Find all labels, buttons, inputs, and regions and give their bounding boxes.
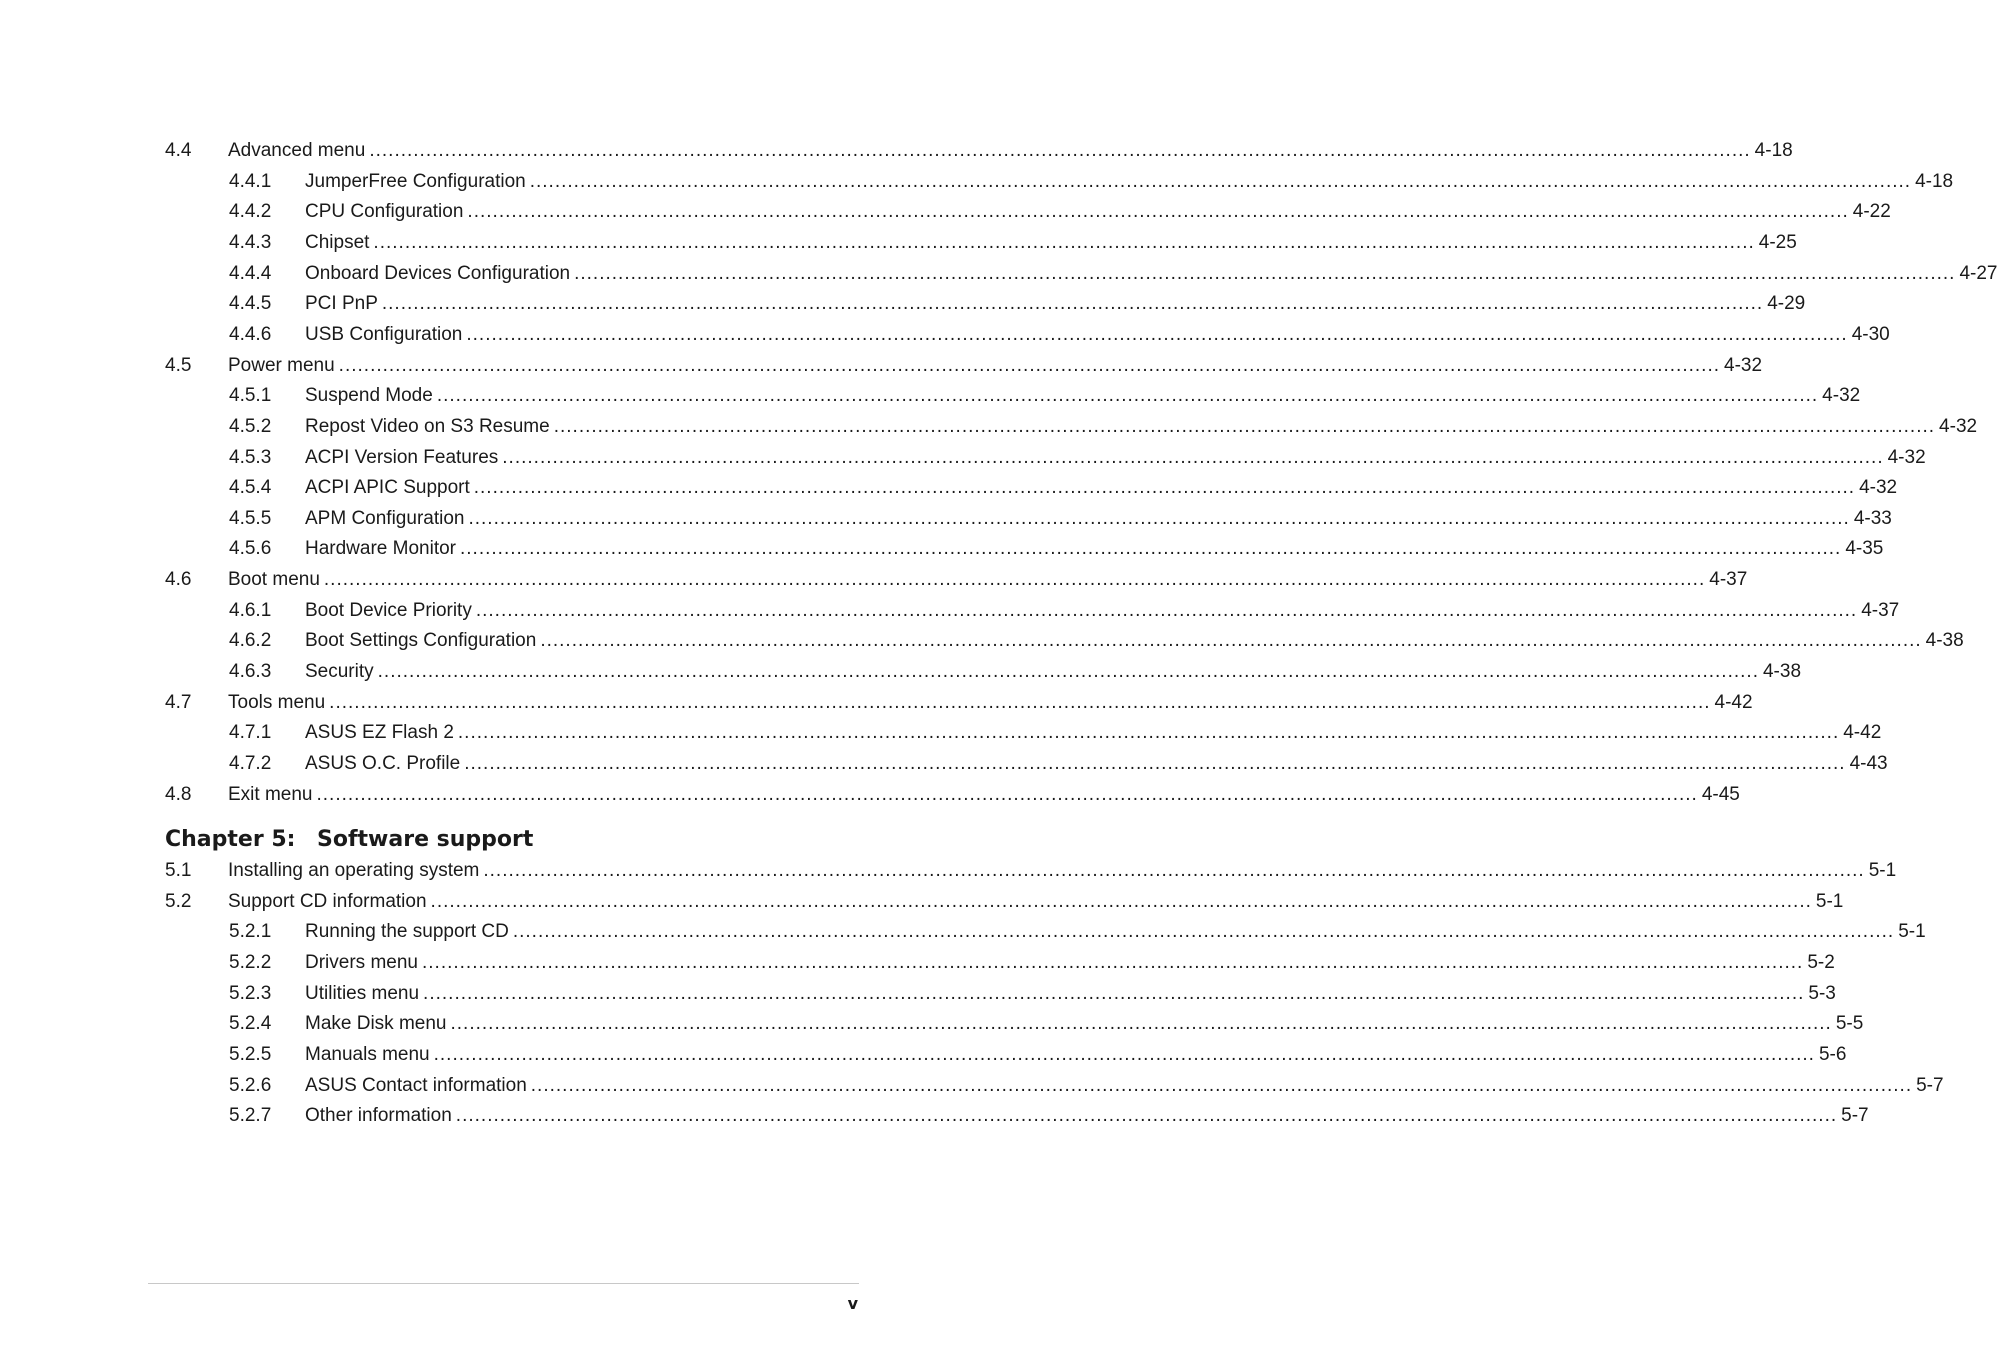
toc-entry[interactable] (229, 1071, 1944, 1101)
toc-entry-number: 4.4.1 (229, 170, 272, 192)
dot-leader: ............................................................................................................................................................................................................................ (540, 630, 1922, 652)
dot-leader: ............................................................................................................................................................................................................................ (323, 569, 1706, 591)
toc-entry-title: ACPI Version Features (305, 446, 499, 468)
dot-leader: ............................................................................................................................................................................................................................ (464, 753, 1846, 774)
toc-entry-title: Other information (305, 1105, 452, 1127)
toc-entry-number: 4.5.4 (229, 477, 272, 499)
toc-entry-number: 4.4 (165, 140, 192, 161)
toc-entry-page: 5-7 (1841, 1105, 1869, 1127)
toc-entry-number: 4.5 (165, 354, 192, 376)
toc-entry-title: ASUS Contact information (305, 1074, 527, 1096)
toc-entry-title: Installing an operating system (228, 860, 480, 881)
toc-entry-title: PCI PnP (305, 293, 378, 315)
toc-entry-number: 4.5.5 (229, 507, 272, 529)
toc-entry[interactable] (229, 289, 1806, 319)
chapter-label: Chapter 5: (165, 826, 296, 852)
toc-entry-page: 4-37 (1861, 599, 1900, 621)
toc-entry-page: 4-22 (1852, 201, 1891, 223)
toc-entry-page: 5-3 (1808, 982, 1836, 1004)
toc-entry-page: 4-38 (1762, 661, 1802, 683)
toc-entry[interactable] (229, 473, 1898, 503)
toc-entry-page: 4-29 (1767, 293, 1806, 315)
dot-leader: ............................................................................................................................................................................................................................ (460, 538, 1842, 560)
page-number: v (847, 1294, 858, 1313)
toc-entry-page: 4-32 (1859, 477, 1898, 499)
chapter-title: Software support (317, 826, 534, 852)
toc-entry-title: Power menu (228, 354, 335, 376)
toc-entry-number: 5.2.3 (229, 982, 272, 1004)
dot-leader: ............................................................................................................................................................................................................................ (436, 385, 1819, 407)
toc-entry-title: Hardware Monitor (305, 538, 456, 560)
toc-entry-title: Manuals menu (305, 1043, 430, 1065)
toc-entry-title: Utilities menu (305, 982, 420, 1004)
dot-leader: ............................................................................................................................................................................................................................ (329, 691, 1711, 713)
toc-entry-page: 4-43 (1849, 753, 1888, 774)
toc-entry-page: 4-32 (1822, 385, 1861, 407)
toc-entry-title: ACPI APIC Support (305, 477, 470, 499)
toc-entry[interactable] (229, 979, 1836, 1009)
toc-entry[interactable] (229, 167, 1954, 197)
toc-entry-number: 4.5.1 (229, 385, 272, 407)
toc-entry-page: 4-32 (1724, 354, 1763, 376)
toc-entry-page: 4-35 (1845, 538, 1884, 560)
toc-entry-title: Advanced menu (228, 140, 366, 161)
toc-entry-title: USB Configuration (305, 323, 463, 345)
toc-entry[interactable] (165, 351, 1763, 381)
toc-entry-page: 4-27 (1959, 262, 1997, 284)
toc-entry[interactable] (229, 596, 1900, 626)
dot-leader: ............................................................................................................................................................................................................................ (530, 1074, 1913, 1096)
toc-entry[interactable] (229, 534, 1884, 564)
dot-leader: ............................................................................................................................................................................................................................ (450, 1013, 1832, 1035)
toc-entry-title: JumperFree Configuration (305, 170, 526, 192)
toc-entry-title: Chipset (305, 231, 370, 253)
toc-entry-number: 4.4.4 (229, 262, 272, 284)
dot-leader: ............................................................................................................................................................................................................................ (377, 661, 1759, 683)
toc-entry-page: 4-30 (1851, 323, 1890, 345)
toc-entry-title: Tools menu (228, 691, 326, 713)
toc-entry-number: 4.5.6 (229, 538, 272, 560)
toc-entry-page: 4-42 (1843, 722, 1882, 744)
toc-entry-number: 4.8 (165, 783, 192, 805)
dot-leader: ............................................................................................................................................................................................................................ (423, 982, 1805, 1004)
toc-entry-title: CPU Configuration (305, 201, 464, 223)
toc-entry-title: Suspend Mode (305, 385, 433, 407)
toc-entry-number: 5.2.7 (229, 1105, 272, 1127)
toc-entry[interactable] (165, 565, 1748, 595)
toc-entry-number: 4.7.2 (229, 753, 272, 774)
dot-leader: ............................................................................................................................................................................................................................ (421, 951, 1804, 973)
dot-leader: ............................................................................................................................................................................................................................ (553, 415, 1936, 437)
toc-entry-title: Repost Video on S3 Resume (305, 415, 550, 437)
toc-entry-page: 4-32 (1887, 446, 1926, 468)
toc-entry[interactable] (229, 228, 1797, 258)
dot-leader: ............................................................................................................................................................................................................................ (512, 921, 1895, 943)
dot-leader: ............................................................................................................................................................................................................................ (457, 722, 1840, 744)
toc-entry[interactable] (229, 657, 1802, 687)
dot-leader: ............................................................................................................................................................................................................................ (529, 170, 1912, 192)
toc-entry-title: ASUS O.C. Profile (305, 753, 461, 774)
toc-entry-title: Make Disk menu (305, 1013, 447, 1035)
toc-entry-title: Boot Device Priority (305, 599, 472, 621)
toc-entry-title: Onboard Devices Configuration (305, 262, 571, 284)
toc-entry[interactable] (229, 320, 1890, 350)
toc-entry[interactable] (165, 856, 1897, 886)
toc-entry-page: 4-33 (1853, 507, 1892, 529)
toc-entry-number: 5.2.4 (229, 1013, 272, 1035)
toc-entry-number: 4.4.5 (229, 293, 272, 315)
toc-entry-page: 4-37 (1709, 569, 1748, 591)
toc-entry-page: 4-42 (1714, 691, 1753, 713)
toc-entry[interactable] (229, 749, 1888, 779)
toc-entry-page: 5-5 (1835, 1013, 1864, 1035)
toc-entry-page: 5-1 (1868, 860, 1897, 881)
toc-entry-title: Drivers menu (305, 951, 418, 973)
toc-entry-page: 4-25 (1758, 231, 1797, 253)
toc-entry-title: ASUS EZ Flash 2 (305, 722, 454, 744)
toc-entry-number: 4.4.3 (229, 231, 272, 253)
toc-entry-number: 4.5.2 (229, 415, 272, 437)
toc-entry[interactable] (229, 718, 1882, 748)
toc-entry-title: Boot Settings Configuration (305, 630, 537, 652)
toc-entry-number: 5.1 (165, 860, 192, 881)
toc-entry-number: 5.2.2 (229, 951, 272, 973)
dot-leader: ............................................................................................................................................................................................................................ (455, 1105, 1838, 1127)
toc-entry[interactable] (229, 504, 1892, 534)
toc-entry[interactable] (229, 948, 1835, 978)
toc-entry[interactable] (229, 1009, 1864, 1039)
dot-leader: ............................................................................................................................................................................................................................ (574, 262, 1956, 284)
dot-leader: ............................................................................................................................................................................................................................ (373, 231, 1755, 253)
toc-entry-page: 5-1 (1898, 921, 1926, 943)
toc-entry-number: 4.6.1 (229, 599, 272, 621)
toc-entry-title: Exit menu (228, 783, 313, 805)
toc-entry[interactable] (229, 917, 1926, 947)
toc-entry-number: 4.4.2 (229, 201, 272, 223)
toc-entry-number: 5.2.1 (229, 921, 272, 943)
dot-leader: ............................................................................................................................................................................................................................ (430, 890, 1812, 912)
toc-entry-page: 4-18 (1915, 170, 1954, 192)
toc-entry[interactable] (229, 443, 1926, 473)
toc-entry-page: 4-38 (1925, 630, 1964, 652)
toc-entry-title: APM Configuration (305, 507, 465, 529)
dot-leader: ............................................................................................................................................................................................................................ (381, 293, 1764, 315)
dot-leader: ............................................................................................................................................................................................................................ (473, 477, 1856, 499)
toc-entry-title: Security (305, 661, 374, 683)
dot-leader: ............................................................................................................................................................................................................................ (483, 860, 1865, 881)
toc-entry-number: 4.5.3 (229, 446, 272, 468)
footer-divider (148, 1283, 859, 1284)
dot-leader: ............................................................................................................................................................................................................................ (338, 354, 1721, 376)
toc-entry[interactable] (165, 887, 1844, 917)
toc-entry[interactable] (229, 626, 1964, 656)
toc-entry[interactable] (229, 197, 1891, 227)
toc-entry-number: 5.2.6 (229, 1074, 272, 1096)
toc-entry-number: 4.7.1 (229, 722, 272, 744)
dot-leader: ............................................................................................................................................................................................................................ (467, 201, 1849, 223)
toc-entry-page: 5-2 (1807, 951, 1835, 973)
toc-entry-page: 5-6 (1818, 1043, 1847, 1065)
chapter-heading (165, 823, 533, 855)
toc-entry-number: 4.4.6 (229, 323, 272, 345)
toc-entry-title: Support CD information (228, 890, 427, 912)
dot-leader: ............................................................................................................................................................................................................................ (433, 1043, 1815, 1065)
dot-leader: ............................................................................................................................................................................................................................ (468, 507, 1850, 529)
toc-entry[interactable] (165, 688, 1753, 718)
toc-entry[interactable] (165, 136, 1793, 166)
toc-entry-number: 4.6.3 (229, 661, 272, 683)
toc-entry-title: Running the support CD (305, 921, 509, 943)
dot-leader: ............................................................................................................................................................................................................................ (369, 140, 1751, 161)
dot-leader: ............................................................................................................................................................................................................................ (475, 599, 1858, 621)
toc-entry-page: 4-45 (1701, 783, 1740, 805)
toc-entry[interactable] (229, 259, 1997, 289)
toc-entry-number: 5.2.5 (229, 1043, 272, 1065)
dot-leader: ............................................................................................................................................................................................................................ (502, 446, 1884, 468)
toc-entry[interactable] (165, 780, 1740, 810)
toc-entry-page: 4-32 (1939, 415, 1978, 437)
toc-entry-title: Boot menu (228, 569, 320, 591)
toc-entry-number: 4.6 (165, 569, 192, 591)
toc-entry-number: 4.6.2 (229, 630, 272, 652)
toc-entry-number: 4.7 (165, 691, 192, 713)
toc-entry[interactable] (229, 1040, 1847, 1070)
toc-entry-page: 4-18 (1754, 140, 1793, 161)
toc-entry-page: 5-1 (1815, 890, 1844, 912)
dot-leader: ............................................................................................................................................................................................................................ (466, 323, 1848, 345)
toc-entry-number: 5.2 (165, 890, 192, 912)
dot-leader: ............................................................................................................................................................................................................................ (316, 783, 1698, 805)
toc-entry[interactable] (229, 412, 1978, 442)
toc-entry[interactable] (229, 1101, 1869, 1131)
toc-entry-page: 5-7 (1916, 1074, 1944, 1096)
toc-entry[interactable] (229, 381, 1861, 411)
